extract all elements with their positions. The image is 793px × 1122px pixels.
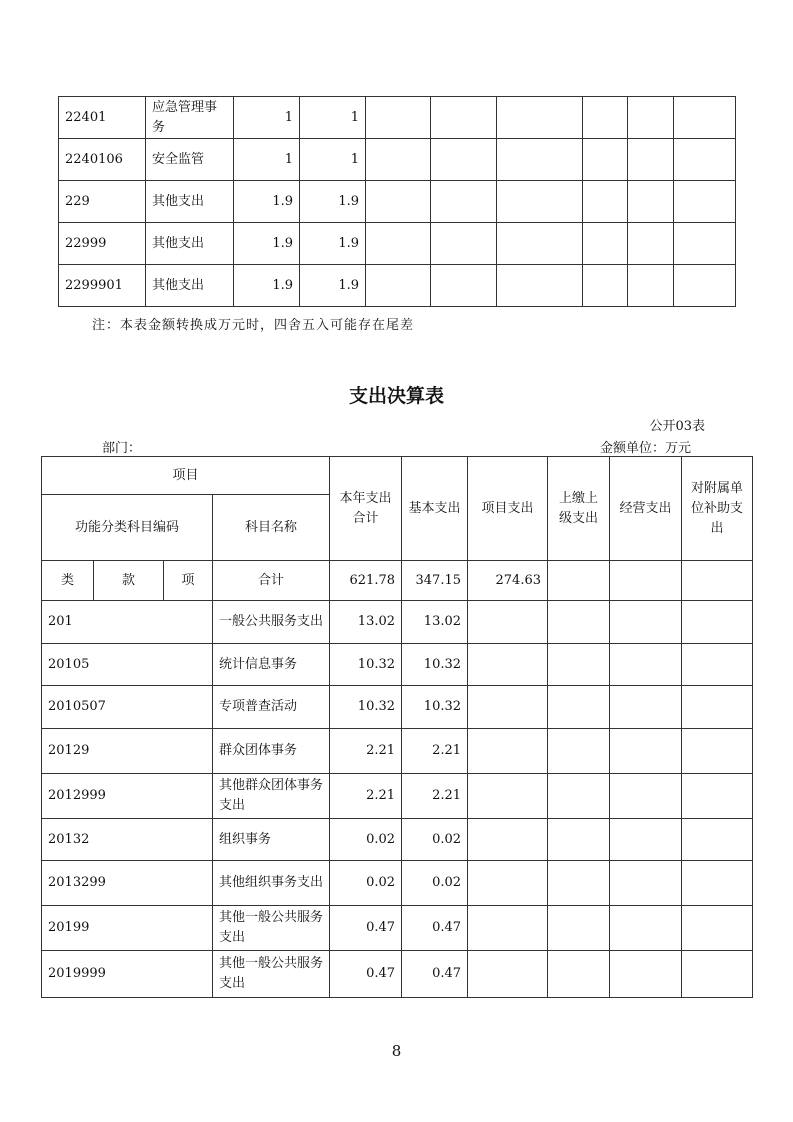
header-name: 科目名称 <box>213 495 330 561</box>
sum-label: 合计 <box>213 561 330 601</box>
empty-cell <box>366 181 431 223</box>
empty-cell <box>468 686 548 729</box>
basic-cell: 1.9 <box>300 181 366 223</box>
code-cell: 2012999 <box>42 774 213 819</box>
total-cell: 0.02 <box>330 819 402 861</box>
empty-cell <box>366 223 431 265</box>
empty-cell <box>583 265 628 307</box>
empty-cell <box>682 729 753 774</box>
empty-cell <box>583 181 628 223</box>
basic-cell: 2.21 <box>402 774 468 819</box>
table-row <box>42 819 753 861</box>
empty-cell <box>366 97 431 139</box>
total-cell: 0.47 <box>330 951 402 998</box>
header-basic: 基本支出 <box>402 457 468 561</box>
empty-cell <box>548 644 610 686</box>
name-cell: 其他群众团体事务支出 <box>213 774 330 819</box>
header-total: 本年支出合计 <box>330 457 402 561</box>
empty-cell <box>674 223 736 265</box>
total-cell: 10.32 <box>330 686 402 729</box>
total-cell: 2.21 <box>330 774 402 819</box>
empty-cell <box>610 686 682 729</box>
empty-cell <box>682 774 753 819</box>
empty-cell <box>674 139 736 181</box>
empty-cell <box>468 644 548 686</box>
header-lei: 类 <box>42 561 94 601</box>
name-cell: 一般公共服务支出 <box>213 601 330 644</box>
empty-cell <box>497 181 583 223</box>
basic-cell: 1.9 <box>300 265 366 307</box>
empty-cell <box>548 686 610 729</box>
empty-cell <box>674 97 736 139</box>
table-row <box>59 223 736 265</box>
empty-cell <box>431 139 497 181</box>
table-row <box>59 265 736 307</box>
basic-cell: 1.9 <box>300 223 366 265</box>
basic-cell: 2.21 <box>402 729 468 774</box>
header-kuan: 款 <box>94 561 164 601</box>
empty-cell <box>628 97 674 139</box>
empty-cell <box>583 223 628 265</box>
empty-cell <box>431 265 497 307</box>
sum-total: 621.78 <box>330 561 402 601</box>
name-cell: 群众团体事务 <box>213 729 330 774</box>
code-cell: 22401 <box>59 97 146 139</box>
basic-cell: 10.32 <box>402 686 468 729</box>
empty-cell <box>610 774 682 819</box>
basic-cell: 1 <box>300 139 366 181</box>
empty-cell <box>628 265 674 307</box>
page-number: 8 <box>391 1042 402 1060</box>
empty-cell <box>682 906 753 951</box>
expenditure-table <box>41 456 753 998</box>
name-cell: 其他一般公共服务支出 <box>213 951 330 998</box>
empty-cell <box>548 906 610 951</box>
total-cell: 13.02 <box>330 601 402 644</box>
table-note: 注：本表金额转换成万元时，四舍五入可能存在尾差 <box>92 318 415 333</box>
basic-cell: 0.02 <box>402 819 468 861</box>
unit-label: 金额单位：万元 <box>599 441 691 456</box>
total-cell: 10.32 <box>330 644 402 686</box>
name-cell: 安全监管 <box>146 139 234 181</box>
empty-cell <box>628 181 674 223</box>
code-cell: 2010507 <box>42 686 213 729</box>
table-row <box>42 861 753 906</box>
empty-cell <box>610 861 682 906</box>
total-cell: 0.47 <box>330 906 402 951</box>
empty-cell <box>548 819 610 861</box>
empty-cell <box>468 601 548 644</box>
code-cell: 20132 <box>42 819 213 861</box>
code-cell: 2019999 <box>42 951 213 998</box>
table-row <box>42 644 753 686</box>
total-cell: 1 <box>234 139 300 181</box>
empty-cell <box>610 729 682 774</box>
empty-cell <box>682 644 753 686</box>
empty-cell <box>497 97 583 139</box>
empty-cell <box>431 223 497 265</box>
name-cell: 其他支出 <box>146 181 234 223</box>
code-cell: 229 <box>59 181 146 223</box>
total-cell: 1.9 <box>234 223 300 265</box>
empty-cell <box>628 139 674 181</box>
name-cell: 其他支出 <box>146 265 234 307</box>
code-cell: 20199 <box>42 906 213 951</box>
header-upper: 上缴上级支出 <box>548 457 610 561</box>
form-number: 公开03表 <box>649 419 705 434</box>
header-code: 功能分类科目编码 <box>42 495 213 561</box>
empty-cell <box>468 819 548 861</box>
table-row <box>59 181 736 223</box>
table-row <box>42 951 753 998</box>
total-cell: 1 <box>234 97 300 139</box>
total-cell: 0.02 <box>330 861 402 906</box>
name-cell: 其他一般公共服务支出 <box>213 906 330 951</box>
name-cell: 应急管理事务 <box>146 97 234 139</box>
empty-cell <box>548 601 610 644</box>
total-cell: 1.9 <box>234 181 300 223</box>
table-row <box>59 139 736 181</box>
code-cell: 20105 <box>42 644 213 686</box>
empty-cell <box>674 181 736 223</box>
empty-cell <box>682 601 753 644</box>
sum-project: 274.63 <box>468 561 548 601</box>
header-business: 经营支出 <box>610 457 682 561</box>
basic-cell: 1 <box>300 97 366 139</box>
empty-cell <box>610 644 682 686</box>
table-row <box>42 729 753 774</box>
empty-cell <box>548 774 610 819</box>
empty-cell <box>366 139 431 181</box>
name-cell: 其他支出 <box>146 223 234 265</box>
table-row <box>42 774 753 819</box>
empty-cell <box>610 906 682 951</box>
code-cell: 2013299 <box>42 861 213 906</box>
empty-cell <box>682 951 753 998</box>
total-cell: 1.9 <box>234 265 300 307</box>
basic-cell: 0.47 <box>402 951 468 998</box>
code-cell: 20129 <box>42 729 213 774</box>
basic-cell: 0.47 <box>402 906 468 951</box>
empty-cell <box>548 861 610 906</box>
total-cell: 2.21 <box>330 729 402 774</box>
name-cell: 统计信息事务 <box>213 644 330 686</box>
empty-cell <box>468 906 548 951</box>
empty-cell <box>682 861 753 906</box>
empty-cell <box>468 861 548 906</box>
empty-cell <box>682 819 753 861</box>
empty-cell <box>497 139 583 181</box>
empty-cell <box>548 729 610 774</box>
empty-cell <box>583 97 628 139</box>
empty-cell <box>583 139 628 181</box>
table-row <box>59 97 736 139</box>
code-cell: 22999 <box>59 223 146 265</box>
empty-cell <box>431 97 497 139</box>
header-project: 项目支出 <box>468 457 548 561</box>
code-cell: 2299901 <box>59 265 146 307</box>
empty-cell <box>610 951 682 998</box>
header-xiang: 项 <box>164 561 213 601</box>
empty-cell <box>497 223 583 265</box>
empty-cell <box>674 265 736 307</box>
table-row <box>42 906 753 951</box>
basic-cell: 0.02 <box>402 861 468 906</box>
empty-cell <box>548 951 610 998</box>
empty-cell <box>628 223 674 265</box>
empty-cell <box>468 774 548 819</box>
empty-cell <box>431 181 497 223</box>
empty-cell <box>468 729 548 774</box>
empty-cell <box>468 951 548 998</box>
basic-cell: 13.02 <box>402 601 468 644</box>
empty-cell <box>366 265 431 307</box>
previous-table-continuation <box>58 96 736 307</box>
code-cell: 2240106 <box>59 139 146 181</box>
basic-cell: 10.32 <box>402 644 468 686</box>
table-row <box>42 686 753 729</box>
name-cell: 专项普查活动 <box>213 686 330 729</box>
code-cell: 201 <box>42 601 213 644</box>
header-item: 项目 <box>42 457 330 495</box>
department-label: 部门： <box>102 441 142 456</box>
empty-cell <box>610 819 682 861</box>
empty-cell <box>610 601 682 644</box>
header-subsidy: 对附属单位补助支出 <box>682 457 753 561</box>
page-title: 支出决算表 <box>348 385 444 407</box>
name-cell: 其他组织事务支出 <box>213 861 330 906</box>
empty-cell <box>497 265 583 307</box>
sum-basic: 347.15 <box>402 561 468 601</box>
empty-cell <box>682 686 753 729</box>
table-row <box>42 601 753 644</box>
name-cell: 组织事务 <box>213 819 330 861</box>
